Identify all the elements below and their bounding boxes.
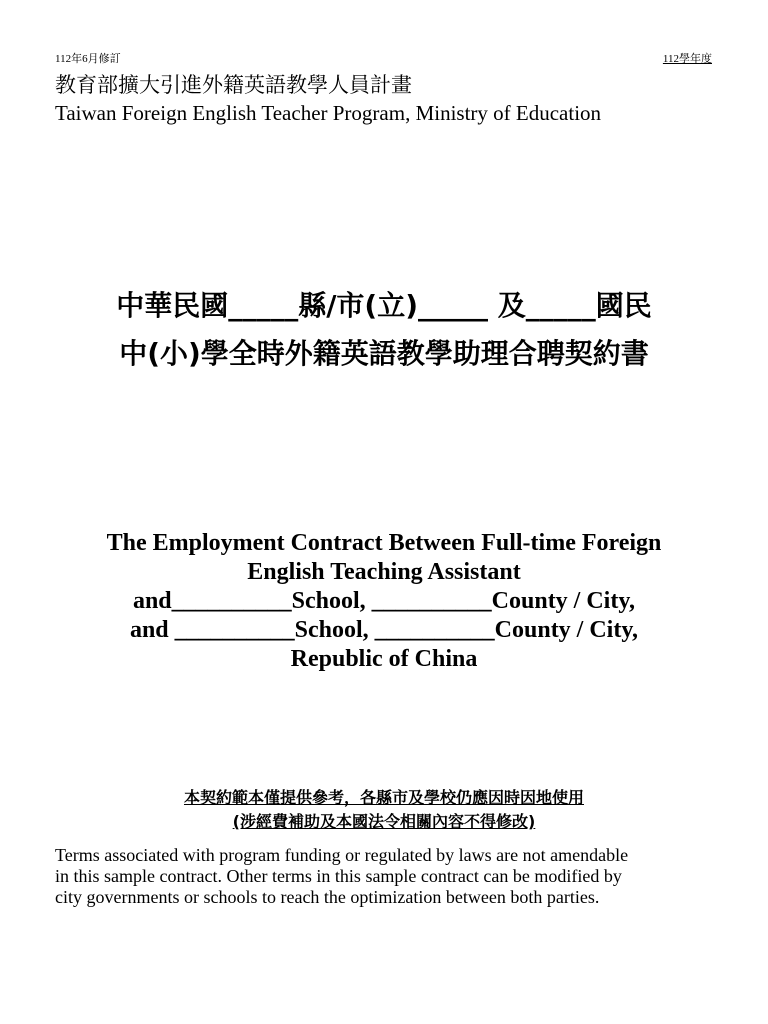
contract-title-en-line: and__________School, __________County / City, bbox=[132, 588, 636, 614]
contract-title-en-line: The Employment Contract Between Full-time Foreign bbox=[106, 530, 662, 556]
notice-en-line: Terms associated with program funding or regulated by laws are not amendable bbox=[55, 845, 629, 865]
contract-title-en-line: Republic of China bbox=[290, 646, 478, 672]
program-title-zh: 教育部擴大引進外籍英語教學人員計畫 bbox=[55, 73, 412, 97]
school-year-label: 112學年度 bbox=[662, 53, 712, 65]
contract-title-zh bbox=[0, 282, 768, 378]
notice-zh-line: (涉經費補助及本國法令相關內容不得修改) bbox=[232, 812, 536, 831]
notice-en bbox=[55, 845, 720, 908]
notice-en-line: in this sample contract. Other terms in this sample contract can be modified by bbox=[55, 866, 622, 886]
notice-en-line: city governments or schools to reach the optimization between both parties. bbox=[55, 887, 600, 907]
contract-title-en bbox=[0, 529, 768, 674]
program-title-en: Taiwan Foreign English Teacher Program, Ministry of Education bbox=[55, 101, 602, 125]
contract-title-en-line: and __________School, __________County / City, bbox=[129, 617, 639, 643]
contract-title-zh-line: 中(小)學全時外籍英語教學助理合聘契約書 bbox=[119, 337, 649, 370]
notice-zh-line: 本契約範本僅提供參考，各縣市及學校仍應因時因地使用 bbox=[183, 788, 584, 807]
revision-date: 112年6月修訂 bbox=[55, 53, 121, 65]
notice-zh bbox=[0, 786, 768, 834]
contract-title-zh-line: 中華民國_____縣/市(立)_____ 及_____國民 bbox=[116, 289, 652, 322]
contract-title-en-line: English Teaching Assistant bbox=[247, 559, 521, 585]
